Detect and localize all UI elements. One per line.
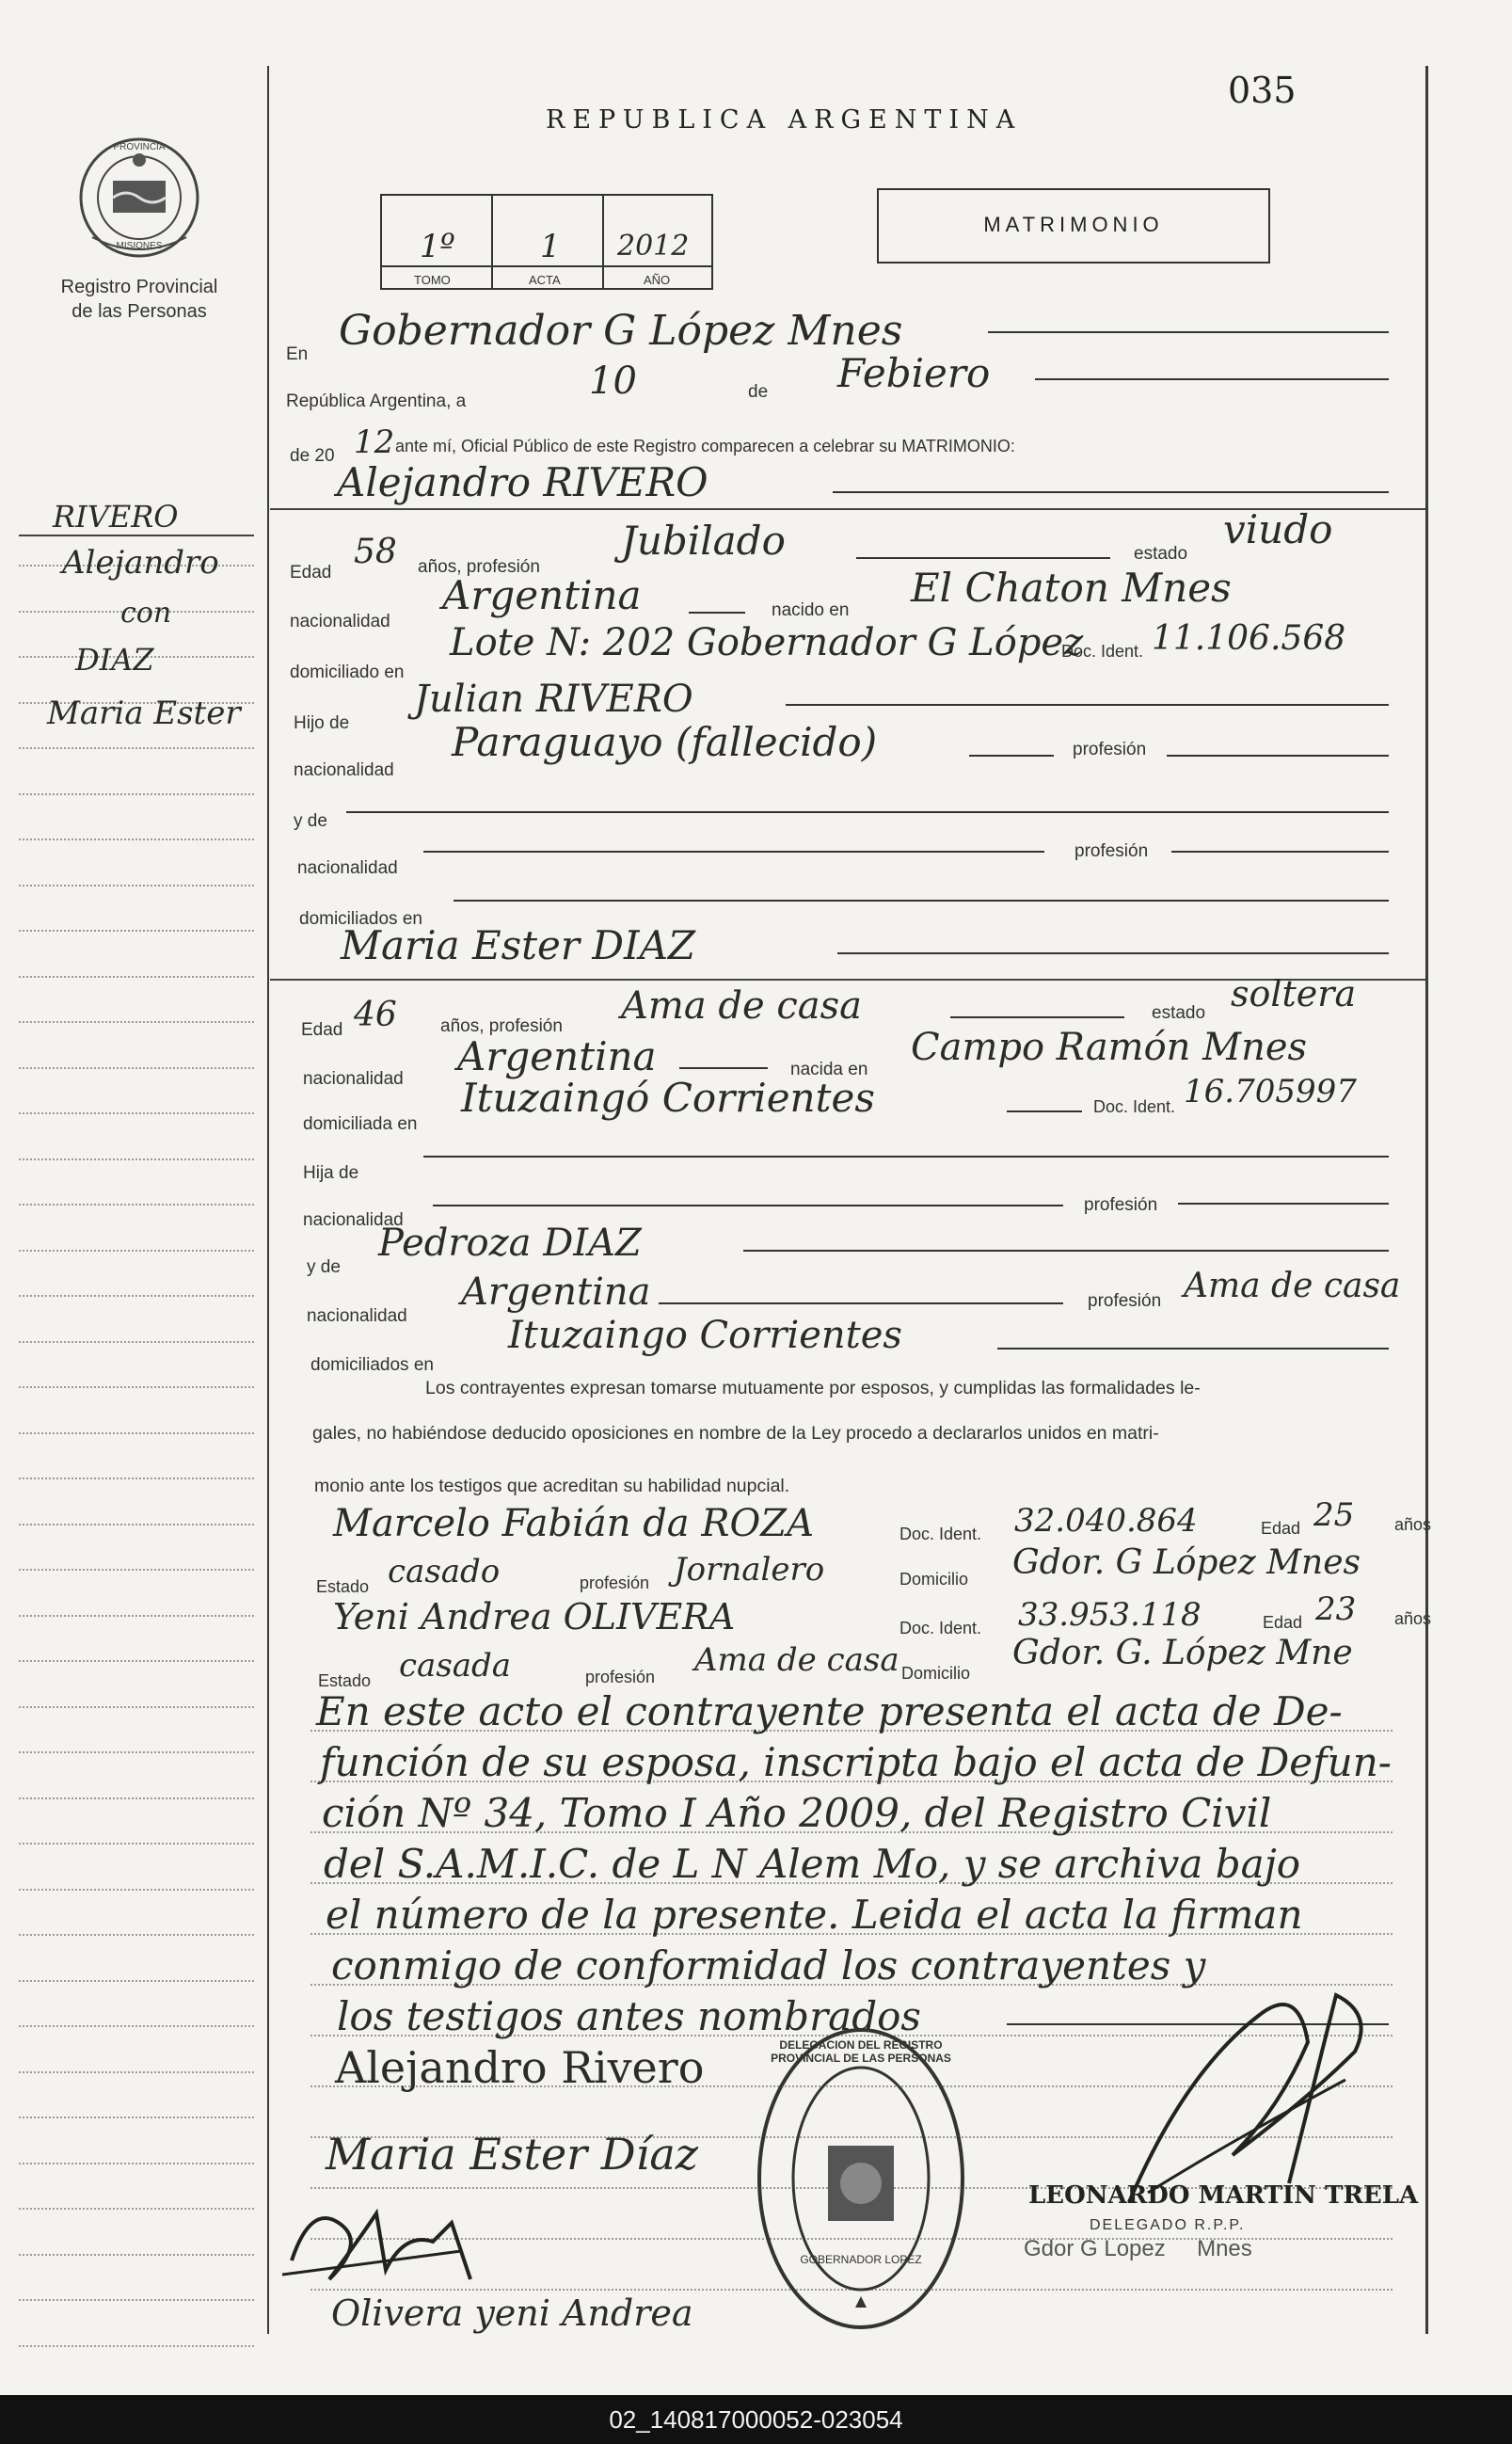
bride-mother: Pedroza DIAZ [378,1222,642,1265]
witness1-estado: casado [388,1553,501,1590]
groom-nacionalidad-label: nacionalidad [290,612,390,631]
note-line5: el número de la presente. Leida el acta la firman [326,1892,1303,1938]
groom-father-prof-label: profesión [1073,740,1147,759]
bride-edad-label: Edad [301,1020,343,1040]
margin-rule-line [19,747,254,749]
groom-anios-prof-label: años, profesión [418,557,540,577]
groom-profession: Jubilado [621,518,786,564]
official-place: Gdor G Lopez Mnes [1024,2236,1252,2261]
margin-rule-line [19,1478,254,1479]
bride-doc-label: Doc. Ident. [1093,1097,1176,1116]
bride-age: 46 [354,996,397,1034]
bride-profession: Ama de casa [621,984,862,1028]
witness2-signature: Olivera yeni Andrea [331,2292,693,2334]
groom-father-line [786,704,1389,706]
anio-cell [604,196,711,288]
record-type: MATRIMONIO [983,213,1164,236]
margin-rule-line [19,1021,254,1023]
groom-domiciliados-line [454,900,1389,902]
margin-rule-line [19,839,254,840]
official-name: LEONARDO MARTIN TRELA [1028,2181,1419,2210]
witness2-name: Yeni Andrea OLIVERA [333,1596,736,1637]
note-line7: los testigos antes nombrados [337,1993,921,2039]
bride-estado: soltera [1231,973,1357,1014]
witness2-edad-label: Edad [1263,1613,1303,1632]
witness2-anios-label: años [1394,1609,1432,1628]
groom-doc: 11.106.568 [1152,619,1346,658]
witness2-dom-label: Domicilio [901,1664,971,1683]
groom-name: Alejandro RIVERO [337,459,708,505]
bride-domicilio-label: domiciliada en [303,1114,418,1134]
seal-ring-bottom: MISIONES [116,241,163,251]
margin-separator-line [19,535,254,536]
groom-birthplace: El Chaton Mnes [911,565,1232,611]
groom-name-line [833,491,1389,493]
note-line4: del S.A.M.I.C. de L N Alem Mo, y se archiva bajo [324,1841,1301,1887]
groom-mother-nat-line [423,851,1044,853]
groom-estado: viudo [1223,506,1333,552]
book-box [380,194,713,290]
witness1-profession: Jornalero [674,1551,825,1589]
note-line2: función de su esposa, inscripta bajo el acta de Defun- [320,1739,1392,1785]
margin-rule-line [19,885,254,887]
place-value: Gobernador G López Mnes [339,307,903,355]
bride-anios-prof-label: años, profesión [440,1016,563,1036]
margin-rule-line [19,2025,254,2027]
note-line1: En este acto el contrayente presenta el acta de De- [316,1688,1343,1734]
month-line [1035,378,1389,380]
place-line [988,331,1389,333]
margin-rule-line [19,1204,254,1206]
anio-value: 2012 [617,230,690,263]
witness1-address: Gdor. G López Mnes [1012,1543,1361,1582]
margin-surname-bride: DIAZ [75,642,154,678]
official-stamp-icon [753,2023,969,2334]
bride-father-nat-line [433,1205,1063,1206]
witness2-estado: casada [399,1647,512,1685]
bride-mother-profession: Ama de casa [1184,1267,1401,1305]
margin-rule-line [19,1569,254,1571]
declaration-line3: monio ante los testigos que acreditan su habilidad nupcial. [314,1476,790,1496]
witness1-prof-label: profesión [580,1573,650,1592]
bride-mother-line [743,1250,1389,1252]
groom-nationality: Argentina [442,572,642,618]
margin-rule-line [19,930,254,932]
witness1-name: Marcelo Fabián da ROZA [333,1502,814,1545]
bride-nationality: Argentina [457,1033,657,1079]
groom-father-nat-line [969,755,1054,757]
bride-father-prof-line [1178,1203,1389,1205]
acta-cell [493,196,604,288]
groom-father: Julian RIVERO [414,678,693,721]
groom-mother-line [346,811,1389,813]
bride-estado-label: estado [1152,1003,1206,1023]
margin-rule-line [19,1889,254,1891]
groom-father-prof-line [1167,755,1389,757]
witness1-signature-icon [273,2185,480,2298]
witness2-prof-label: profesión [585,1668,656,1686]
margin-rule-line [19,2071,254,2073]
groom-signature: Alejandro Rivero [335,2042,705,2093]
margin-name-groom: Alejandro [62,544,219,582]
groom-domiciliados-label: domiciliados en [299,909,422,929]
groom-address: Lote N: 202 Gobernador G López [450,621,1084,664]
official-title: DELEGADO R.P.P. [1090,2217,1246,2233]
bride-mother-nationality: Argentina [461,1270,651,1314]
groom-hijo-label: Hijo de [294,713,350,733]
margin-con: con [120,597,172,630]
margin-rule-line [19,2117,254,2118]
note-line3: ción Nº 34, Tomo I Año 2009, del Registro Civil [322,1790,1272,1836]
groom-father-nat-label: nacionalidad [294,760,394,780]
witness2-estado-label: Estado [318,1671,372,1690]
month-value: Febiero [837,350,991,396]
bride-parents-address-line [997,1348,1389,1350]
en-label: En [286,344,309,364]
margin-rule-line [19,2254,254,2256]
bride-nacida-label: nacida en [790,1060,868,1079]
witness1-anios-label: años [1394,1515,1432,1534]
declaration-line2: gales, no habiéndose deducido oposiciones en nombre de la Ley procedo a declararlos unidos en matri- [312,1423,1159,1444]
bride-father-nat-label: nacionalidad [303,1210,404,1230]
record-type-box [877,188,1270,264]
bride-mother-nat-label: nacionalidad [307,1306,407,1326]
margin-rule-line [19,2208,254,2210]
registry-name-line1: Registro Provincial [60,277,218,297]
footer-code: 02_140817000052-023054 [0,2395,1512,2444]
groom-age: 58 [354,533,397,571]
margin-rule-line [19,1843,254,1845]
country-title: REPUBLICA ARGENTINA [546,105,1023,135]
bride-nacionalidad-label: nacionalidad [303,1069,404,1089]
left-border-line [267,66,269,2334]
witness1-dom-label: Domicilio [899,1570,969,1589]
acta-value: 1 [540,228,561,265]
margin-rule-line [19,1432,254,1434]
bride-signature: Maria Ester Díaz [326,2129,699,2180]
bride-profession-line [950,1016,1124,1018]
registry-name-line2: de las Personas [72,301,207,322]
bride-nationality-line [679,1067,768,1069]
bride-yde-label: y de [307,1257,341,1277]
witness1-doc-label: Doc. Ident. [899,1525,982,1543]
margin-rule-line [19,1524,254,1526]
groom-nacido-label: nacido en [772,600,850,620]
bride-parents-address: Ituzaingo Corrientes [508,1314,902,1357]
witness2-profession: Ama de casa [694,1641,899,1679]
margin-rule-line [19,1706,254,1708]
groom-mother-prof-label: profesión [1074,841,1149,861]
witness2-address: Gdor. G. López Mne [1012,1634,1353,1672]
witness1-doc: 32.040.864 [1014,1502,1198,1540]
groom-yde-label: y de [294,811,327,831]
bride-address-line [1007,1110,1082,1112]
margin-rule-line [19,1934,254,1936]
groom-domicilio-label: domiciliado en [290,663,405,682]
bride-birthplace: Campo Ramón Mnes [911,1026,1308,1069]
bride-father-line [423,1156,1389,1158]
groom-mother-nat-label: nacionalidad [297,858,398,878]
witness2-doc: 33.953.118 [1018,1596,1202,1634]
republica-label: República Argentina, a [286,391,467,411]
witness2-age: 23 [1315,1590,1357,1628]
margin-rule-line [19,1341,254,1343]
note-line6: conmigo de conformidad los contrayentes y [331,1942,1206,1989]
bride-address: Ituzaingó Corrientes [461,1075,875,1121]
margin-rule-line [19,793,254,795]
declaration-line1: Los contrayentes expresan tomarse mutuamente por esposos, y cumplidas las formalidades le- [425,1378,1201,1398]
intro-statement: ante mí, Oficial Público de este Registro comparecen a celebrar su MATRIMONIO: [395,437,1015,455]
margin-rule-line [19,1295,254,1297]
groom-estado-label: estado [1134,544,1188,564]
groom-mother-prof-line [1171,851,1389,853]
witness1-age: 25 [1313,1496,1355,1534]
margin-name-bride: Maria Ester [47,695,241,732]
anio-label: AÑO [644,273,671,287]
bride-hija-label: Hija de [303,1163,359,1183]
groom-edad-label: Edad [290,563,332,583]
margin-rule-line [19,1250,254,1252]
margin-rule-line [19,1615,254,1617]
margin-rule-line [19,2299,254,2301]
tomo-label: TOMO [414,273,451,287]
margin-rule-line [19,2163,254,2164]
stamp-ring-text: DELEGACION DEL REGISTRO PROVINCIAL DE LAS PERSONAS [771,2038,951,2065]
year-prefix: de 20 [290,446,335,466]
bride-mother-prof-label: profesión [1088,1291,1162,1311]
day-value: 10 [589,359,637,403]
witness1-estado-label: Estado [316,1577,370,1596]
groom-doc-label: Doc. Ident. [1061,642,1144,661]
witness1-edad-label: Edad [1261,1519,1301,1538]
margin-rule-line [19,1751,254,1753]
stamp-inner-text: GOBERNADOR LOPEZ [800,2253,922,2266]
registry-name [28,275,250,324]
tomo-cell [382,196,493,288]
bride-domiciliados-label: domiciliados en [310,1355,434,1375]
de-label: de [748,382,769,402]
book-box-divider [382,265,711,267]
margin-surname-groom: RIVERO [53,499,179,535]
year-suffix: 12 [354,423,395,461]
margin-rule-line [19,1797,254,1799]
margin-rule-line [19,976,254,978]
tomo-value: 1º [420,228,455,265]
acta-label: ACTA [529,273,561,287]
groom-profession-line [856,557,1110,559]
seal-ring-top: PROVINCIA [113,142,166,152]
margin-rule-line [19,1386,254,1388]
bride-name-line [837,952,1389,954]
margin-rule-line [19,1660,254,1662]
groom-nationality-line [689,612,745,614]
margin-rule-line [19,1158,254,1160]
margin-rule-line [19,1112,254,1114]
margin-rule-line [19,1067,254,1069]
right-border-line [1425,66,1428,2334]
witness2-doc-label: Doc. Ident. [899,1619,982,1637]
margin-rule-line [19,1980,254,1982]
margin-rule-line [19,2345,254,2347]
bride-mother-nat-line [659,1302,1063,1304]
bride-name: Maria Ester DIAZ [341,922,696,968]
page-number: 035 [1228,70,1297,111]
groom-father-nationality: Paraguayo (fallecido) [452,719,878,765]
bride-father-prof-label: profesión [1084,1195,1158,1215]
bride-doc: 16.705997 [1184,1073,1357,1110]
